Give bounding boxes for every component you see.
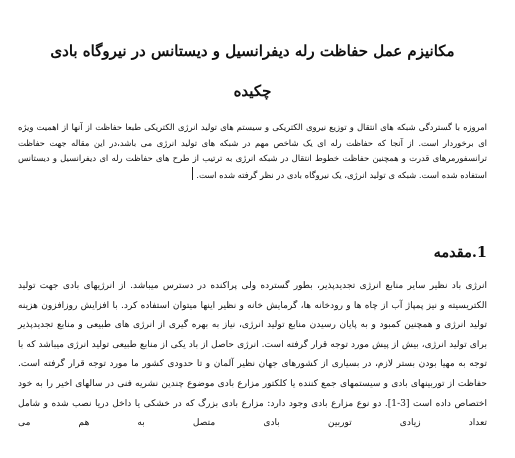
abstract-heading: چکیده	[233, 82, 272, 100]
abstract-text: امروزه با گستردگی شبکه های انتقال و توزیع نیروی الکتریکی و سیستم های تولید انرژی الکتریکی طبعا حفاظت از آنها از اهمیت ویژه ای برخوردار است. از آنجا که حفاظت رله ای یک شاخص مهم در شبکه های تولید انرژی می باشد،در این مقاله جهت حفاظت ترانسفورمرهای قدرت و همچنین حفاظت خطوط انتقال در شبکه انرژی به ترتیب از طرح های حفاظت رله ای دیفرانسیل و دیستانس استفاده شده است. شبکه ی تولید انرژی، یک نیروگاه بادی در نظر گرفته شده است.	[18, 122, 487, 180]
paper-title: مکانیزم عمل حفاظت رله دیفرانسیل و دیستانس در نیروگاه بادی	[50, 42, 455, 60]
abstract-paragraph[interactable]	[18, 120, 487, 183]
text-cursor	[192, 167, 193, 180]
introduction-paragraph: انرژی باد نظیر سایر منابع انرژی تجدیدپذیر، بطور گسترده ولی پراکنده در دسترس میباشد. از انرژیهای بادی جهت تولید الکتریسیته و نیز پمپاژ آب از چاه ها و رودخانه ها، گرمایش خانه و نظیر اینها میتوان استفاده کرد. با افزایش روزافزون هزینه تولید انرژی و همچنین کمبود و به پایان رسیدن منابع تولید انرژی، نیاز به بهره گیری از انرژی های طبیعی و منابع تجدیدپذیر برای تولید انرژی، بیش از پیش مورد توجه قرار گرفته است. انرژی حاصل از باد یکی از منابع طبیعی تولید انرژی میباشد که با توجه به مهیا بودن بستر لازم، در بسیاری از کشورهای جهان نظیر آلمان و تا حدودی کشور ما مورد توجه قرار گرفته است. حفاظت از توربینهای بادی و سیستمهای جمع کننده یا کلکتور مزارع بادی موضوع چندین نشریه فنی در سالهای اخیر را به خود اختصاص داده است [3-1]. دو نوع مزارع بادی وجود دارد: مزارع بادی بزرگ که در خشکی یا داخل دریا نصب شده و شامل تعداد زیادی توربین بادی متصل به هم می	[18, 281, 487, 429]
section-heading-introduction: 1.مقدمه	[433, 244, 487, 261]
